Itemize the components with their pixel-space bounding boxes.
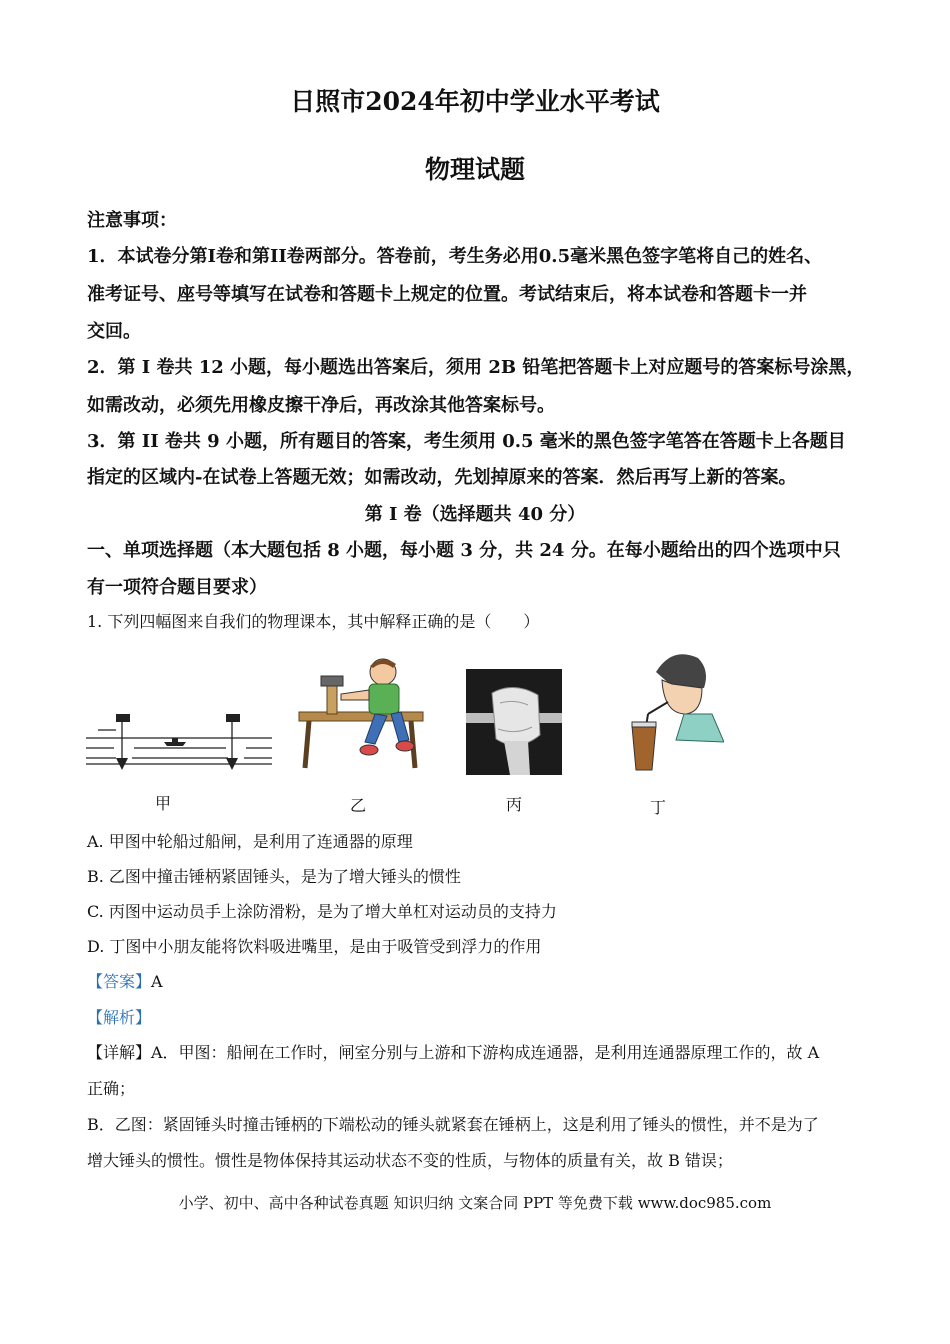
exam-title: 日照市2024年初中学业水平考试 xyxy=(290,87,660,116)
part-heading: 有一项符合题目要求） xyxy=(87,577,267,598)
detail-line: 【详解】A．甲图：船闸在工作时，闸室分别与上游和下游构成连通器，是利用连通器原理工作的，故 A xyxy=(87,1043,820,1062)
notes-line: 准考证号、座号等填写在试卷和答题卡上规定的位置。考试结束后，将本试卷和答题卡一并 xyxy=(87,284,807,305)
notes-heading: 注意事项： xyxy=(87,210,177,231)
ship-lock-figure xyxy=(86,708,272,774)
answer-value: A xyxy=(151,972,163,991)
option-c: C. 丙图中运动员手上涂防滑粉，是为了增大单杠对运动员的支持力 xyxy=(87,902,557,921)
detail-line: 正确； xyxy=(87,1079,136,1098)
detail-line: 增大锤头的惯性。惯性是物体保持其运动状态不变的性质，与物体的质量有关，故 B 错误； xyxy=(87,1151,733,1170)
option-d: D. 丁图中小朋友能将饮料吸进嘴里，是由于吸管受到浮力的作用 xyxy=(87,937,542,956)
figure-label-jia: 甲 xyxy=(155,794,172,813)
answer-tag: 【答案】 xyxy=(87,972,152,991)
notes-line: 指定的区域内-在试卷上答题无效；如需改动，先划掉原来的答案．然后再写上新的答案。 xyxy=(87,467,797,488)
hammer-figure xyxy=(295,650,430,775)
notes-line: 2．第 I 卷共 12 小题，每小题选出答案后，须用 2B 铅笔把答题卡上对应题号的答案标号涂黑， xyxy=(87,357,865,378)
option-a: A. 甲图中轮船过船闸，是利用了连通器的原理 xyxy=(87,832,413,851)
part-heading: 一、单项选择题（本大题包括 8 小题，每小题 3 分，共 24 分。在每小题给出的四个选项中只 xyxy=(87,540,841,561)
page-footer: 小学、初中、高中各种试卷真题 知识归纳 文案合同 PPT 等免费下载 www.doc985.com xyxy=(178,1194,772,1212)
answer-line xyxy=(87,969,877,992)
exam-subtitle: 物理试题 xyxy=(424,155,525,184)
notes-line: 3．第 II 卷共 9 小题，所有题目的答案，考生须用 0.5 毫米的黑色签字笔答在答题卡上各题目 xyxy=(87,431,846,452)
figure-label-ding: 丁 xyxy=(650,798,667,817)
notes-line: 交回。 xyxy=(87,321,141,342)
analysis-tag: 【解析】 xyxy=(87,1008,152,1027)
volume-title: 第 I 卷（选择题共 40 分） xyxy=(364,504,586,525)
figure-label-yi: 乙 xyxy=(350,796,367,815)
option-b: B. 乙图中撞击锤柄紧固锤头，是为了增大锤头的惯性 xyxy=(87,867,461,886)
notes-line: 1．本试卷分第I卷和第II卷两部分。答卷前，考生务必用0.5毫米黑色签字笔将自己的姓名、 xyxy=(87,246,823,267)
figure-label-bing: 丙 xyxy=(506,795,523,814)
detail-line: B．乙图：紧固锤头时撞击锤柄的下端松动的锤头就紧套在锤柄上，这是利用了锤头的惯性，并不是为了 xyxy=(87,1115,819,1134)
gymnast-hand-figure xyxy=(466,669,562,775)
notes-line: 如需改动，必须先用橡皮擦干净后，再改涂其他答案标号。 xyxy=(87,395,555,416)
straw-drink-figure xyxy=(628,644,724,774)
question-stem: 1. 下列四幅图来自我们的物理课本，其中解释正确的是（ ） xyxy=(87,612,540,631)
